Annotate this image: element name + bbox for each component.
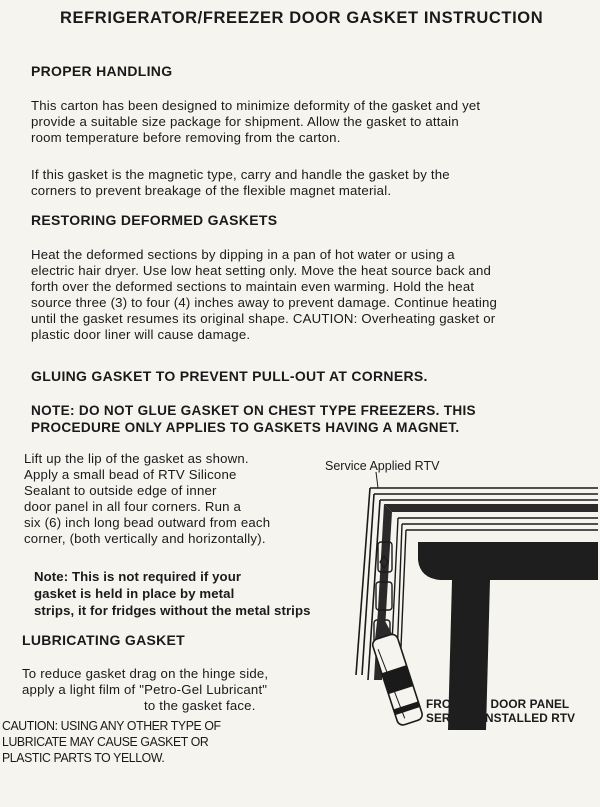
text-line: This carton has been designed to minimize deformity of the gasket and yet — [31, 98, 481, 113]
text-line: Lift up the lip of the gasket as shown. — [24, 451, 249, 466]
text-line: PROCEDURE ONLY APPLIES TO GASKETS HAVING A MAGNET. — [31, 420, 460, 435]
text-line: six (6) inch long bead outward from each — [24, 515, 271, 530]
text-line: SERVICE INSTALLED RTV — [426, 711, 576, 725]
document-title: REFRIGERATOR/FREEZER DOOR GASKET INSTRUCTION — [60, 9, 544, 27]
caution-lubricant — [2, 718, 221, 766]
text-line: gasket is held in place by metal — [34, 586, 235, 601]
text-line: corner, (both vertically and horizontally). — [24, 531, 266, 546]
leader-line — [376, 472, 378, 488]
text-line: Heat the deformed sections by dipping in a pan of hot water or using a — [31, 247, 455, 262]
text-line: apply a light film of "Petro-Gel Lubricant" — [22, 682, 268, 697]
rtv-tube-icon — [364, 612, 423, 727]
text-line: corners to prevent breakage of the flexible magnet material. — [31, 183, 392, 198]
text-line: If this gasket is the magnetic type, carry and handle the gasket by the — [31, 167, 450, 182]
text-line: strips, it for fridges without the metal strips — [34, 603, 311, 618]
note-metal-strips — [34, 568, 311, 619]
text-line: Note: This is not required if your — [34, 569, 242, 584]
diagram-label-service-rtv: Service Applied RTV — [325, 459, 440, 473]
text-line: door panel in all four corners. Run a — [24, 499, 242, 514]
paragraph-restoring — [31, 247, 497, 343]
heading-restoring: RESTORING DEFORMED GASKETS — [31, 212, 278, 228]
text-line: To reduce gasket drag on the hinge side, — [22, 666, 269, 681]
heading-proper-handling: PROPER HANDLING — [31, 63, 173, 79]
paragraph-magnetic — [31, 167, 450, 199]
text-line: FRONT OF DOOR PANEL — [426, 697, 570, 711]
text-line: Apply a small bead of RTV Silicone — [24, 467, 237, 482]
paragraph-carton — [31, 98, 480, 146]
note-chest-freezers — [31, 402, 476, 436]
text-line: to the gasket face. — [144, 698, 256, 713]
heading-lubricating: LUBRICATING GASKET — [22, 632, 186, 648]
text-line: CAUTION: USING ANY OTHER TYPE OF — [2, 718, 221, 733]
paragraph-lubricating — [22, 666, 268, 714]
text-line: Sealant to outside edge of inner — [24, 483, 217, 498]
text-line: room temperature before removing from the carton. — [31, 130, 341, 145]
text-line: source three (3) to four (4) inches away to prevent damage. Continue heating — [31, 295, 498, 310]
heading-gluing: GLUING GASKET TO PREVENT PULL-OUT AT CORNERS. — [31, 368, 428, 384]
text-line: electric hair dryer. Use low heat setting only. Move the heat source back and — [31, 263, 492, 278]
text-line: forth over the deformed sections to maintain even warming. Hold the heat — [31, 279, 475, 294]
gasket-band-top — [384, 504, 598, 512]
text-line: plastic door liner will cause damage. — [31, 327, 251, 342]
text-line: until the gasket resumes its original shape. CAUTION: Overheating gasket or — [31, 311, 496, 326]
text-line: PLASTIC PARTS TO YELLOW. — [2, 750, 165, 765]
text-line: NOTE: DO NOT GLUE GASKET ON CHEST TYPE FREEZERS. THIS — [31, 403, 476, 418]
gasket-corner-diagram — [340, 470, 600, 760]
text-line: provide a suitable size package for shipment. Allow the gasket to attain — [31, 114, 459, 129]
text-line: LUBRICATE MAY CAUSE GASKET OR — [2, 734, 209, 749]
paragraph-gluing — [24, 451, 270, 547]
